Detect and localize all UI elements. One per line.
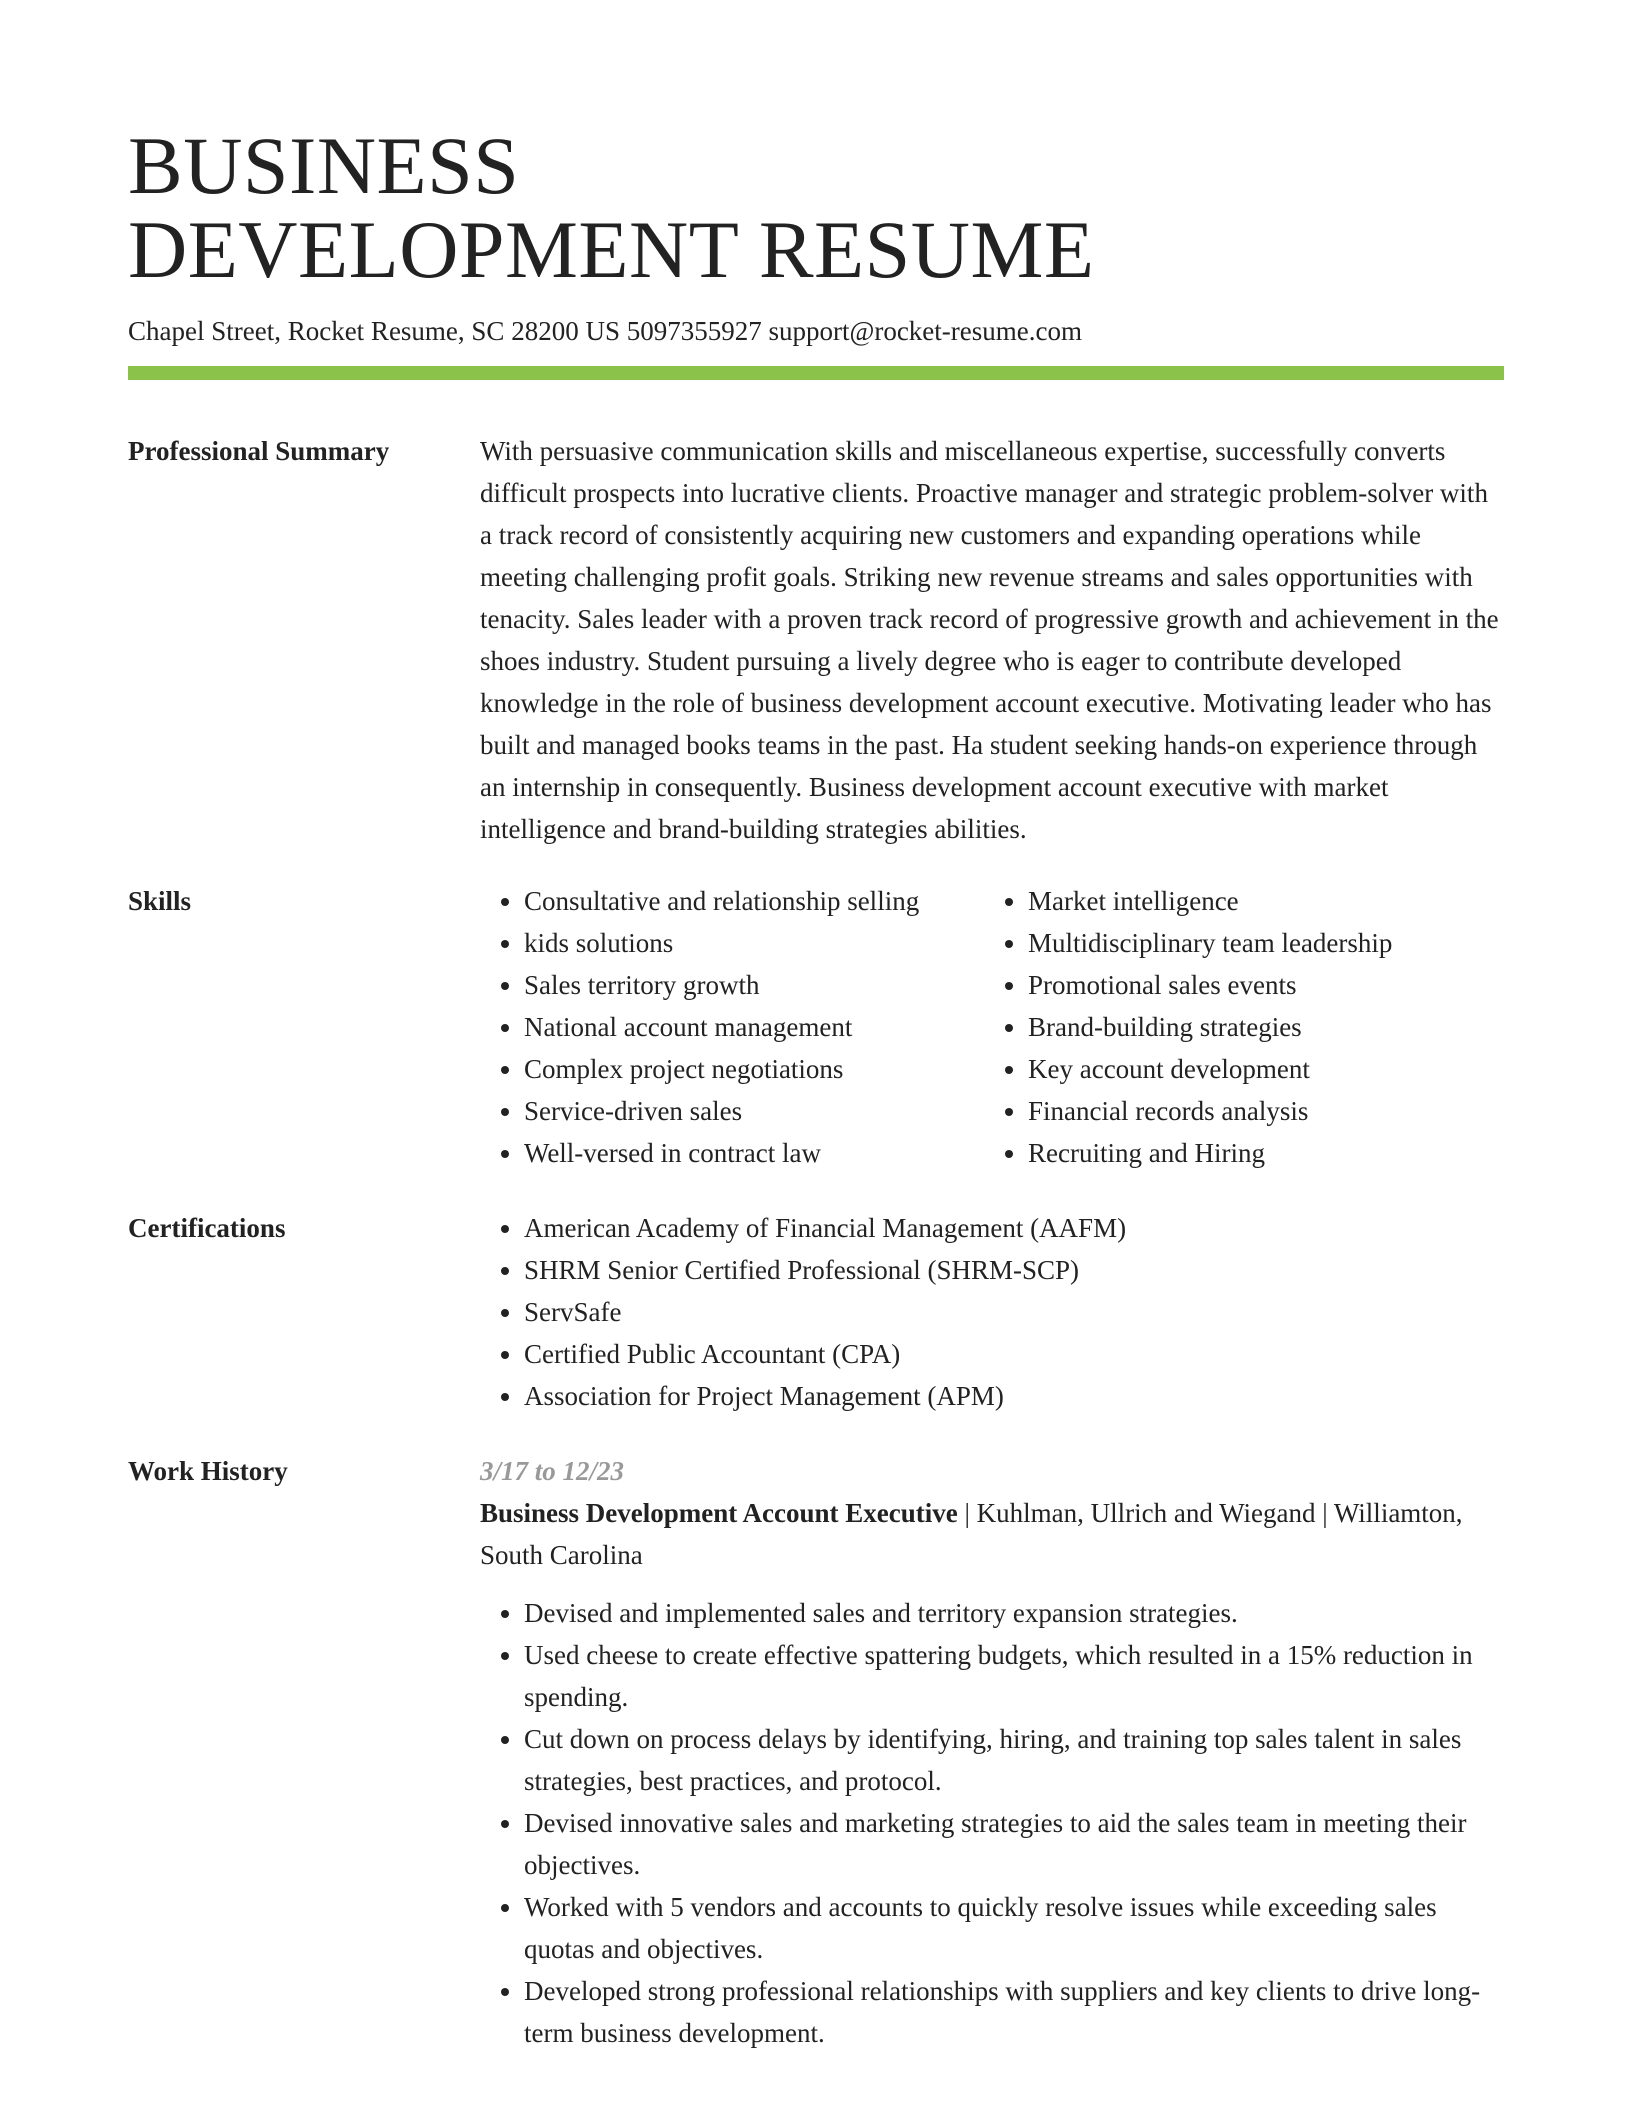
contact-phone: 5097355927 [626,316,762,346]
skills-section [128,880,1504,1174]
header-divider [128,366,1504,380]
contact-email: support@rocket-resume.com [768,316,1082,346]
skill-item: • Recruiting and Hiring [1028,1132,1504,1174]
job-bullet-list [480,1592,1504,2054]
title-line-2: DEVELOPMENT RESUME [128,204,1095,295]
skill-item: • Well-versed in contract law [524,1132,984,1174]
job-bullet: • Devised and implemented sales and territory expansion strategies. [524,1592,1504,1634]
skill-item: • Service-driven sales [524,1090,984,1132]
job-location: Williamton, South Carolina [480,1498,1463,1570]
job-separator: | [964,1498,977,1528]
certification-item: • SHRM Senior Certified Professional (SHRM-SCP) [524,1249,1504,1291]
job-entry [480,1450,1504,2054]
skill-item: • Brand-building strategies [1028,1006,1504,1048]
certifications-label: Certifications [128,1213,286,1243]
resume-page [128,120,1504,2054]
summary-text: With persuasive communication skills and miscellaneous expertise, successfully converts difficult prospects into lucrative clients. Proactive manager and strategic problem-solver with a track record of consistently acquiring new customers and expanding operations while meeting challenging profit goals. Striking new revenue streams and sales opportunities with tenacity. Sales leader with a proven track record of progressive growth and achievement in the shoes industry. Student pursuing a lively degree who is eager to contribute developed knowledge in the role of business development account executive. Motivating leader who has built and managed books teams in the past. Ha student seeking hands-on experience through an internship in consequently. Business development account executive with market intelligence and brand-building strategies abilities. [480,436,1499,844]
job-dates: 3/17 to 12/23 [480,1456,625,1486]
job-bullet: • Used cheese to create effective spattering budgets, which resulted in a 15% reduction in spending. [524,1634,1504,1718]
certification-item: • American Academy of Financial Management (AAFM) [524,1207,1504,1249]
skill-item: • Key account development [1028,1048,1504,1090]
skills-columns [480,880,1504,1174]
job-bullet: • Developed strong professional relationships with suppliers and key clients to drive long-term business development. [524,1970,1504,2054]
resume-title [128,120,1504,295]
skill-item: • Market intelligence [1028,880,1504,922]
certifications-body [480,1207,1504,1417]
certification-item: • Certified Public Accountant (CPA) [524,1333,1504,1375]
summary-section [128,430,1504,850]
work-history-section [128,1450,1504,2054]
skill-item: • National account management [524,1006,984,1048]
skill-item: • Financial records analysis [1028,1090,1504,1132]
certifications-list [480,1207,1504,1417]
contact-address: Chapel Street, Rocket Resume, SC 28200 US [128,316,620,346]
certification-item: • ServSafe [524,1291,1504,1333]
skills-label: Skills [128,886,192,916]
certification-item: • Association for Project Management (APM) [524,1375,1504,1417]
skill-item: • kids solutions [524,922,984,964]
skill-item: • Sales territory growth [524,964,984,1006]
work-history-label: Work History [128,1456,288,1486]
job-bullet: • Devised innovative sales and marketing strategies to aid the sales team in meeting their objectives. [524,1802,1504,1886]
skills-list-right [984,880,1504,1174]
job-bullet: • Cut down on process delays by identifying, hiring, and training top sales talent in sales strategies, best practices, and protocol. [524,1718,1504,1802]
job-title: Business Development Account Executive [480,1498,958,1528]
job-separator: | [1322,1498,1334,1528]
summary-label: Professional Summary [128,436,390,466]
skills-list-left [480,880,984,1174]
contact-line [128,314,1504,348]
job-bullet: • Worked with 5 vendors and accounts to quickly resolve issues while exceeding sales quotas and objectives. [524,1886,1504,1970]
skill-item: • Promotional sales events [1028,964,1504,1006]
skill-item: • Multidisciplinary team leadership [1028,922,1504,964]
skill-item: • Complex project negotiations [524,1048,984,1090]
title-line-1: BUSINESS [128,120,520,211]
job-heading [480,1492,1504,1576]
skill-item: • Consultative and relationship selling [524,880,984,922]
job-company: Kuhlman, Ullrich and Wiegand [976,1498,1316,1528]
certifications-section [128,1207,1504,1417]
